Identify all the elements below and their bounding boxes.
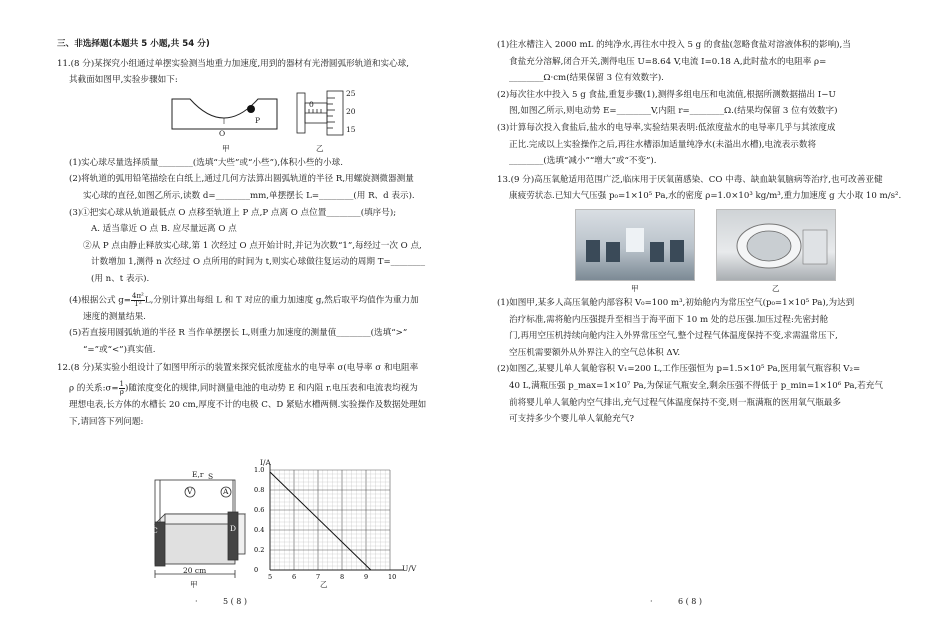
y-tick-label: 0.4 bbox=[254, 526, 265, 534]
label-p: P bbox=[255, 115, 261, 125]
q12-intro-line1: 12.(8 分)某实验小组设计了如图甲所示的装置来探究低浓度盐水的电导率 σ(电导率 σ 和电阻率 bbox=[57, 363, 419, 374]
q11-part3-options: A. 适当靠近 O 点 B. 应尽量远离 O 点 bbox=[91, 224, 237, 235]
right-page bbox=[497, 0, 907, 428]
scale-0: 0 bbox=[309, 99, 314, 109]
i-axis-label: I/A bbox=[260, 458, 271, 467]
q11-part1: (1)实心球尽量选择质量________(选填“大些”或“小些”),体积小些的小球. bbox=[69, 157, 343, 168]
scale-25: 25 bbox=[346, 88, 356, 98]
photo-caption-yi: 乙 bbox=[772, 283, 780, 293]
q12-part3-line1: (3)计算每次投入食盐后,盐水的电导率,实验结果表明:低浓度盐水的电导率几乎与其浓度成 bbox=[497, 122, 836, 133]
q11-part5-line2: “=”或“<”)真实值. bbox=[83, 344, 156, 355]
q11-part3-line1: (3)①把实心球从轨道最低点 O 点移至轨道上 P 点,P 点离 O 点位置________(填序号); bbox=[69, 207, 397, 218]
section-title: 三、非选择题(本题共 5 小题,共 54 分) bbox=[57, 39, 210, 49]
x-tick-label: 5 bbox=[268, 573, 273, 581]
page-number-left: · 5 ( 8 ) bbox=[195, 597, 248, 606]
caption-jia-12: 甲 bbox=[190, 580, 198, 589]
voltmeter-label: V bbox=[187, 487, 193, 496]
chamber-photo-jia bbox=[575, 209, 695, 281]
chamber-photo-yi bbox=[716, 209, 836, 281]
caption-jia: 甲 bbox=[222, 143, 230, 153]
q12-part2-line1: (2)每次往水中投入 5 g 食盐,重复步骤(1),测得多组电压和电流值,根据所测数据描出 I−U bbox=[497, 89, 836, 100]
arc-track bbox=[172, 99, 277, 129]
q12-intro-line2: ρ 的关系$:\sigma=\frac{1}{\rho}$)随浓度变化的规律,同时测量电池的电动势 E 和内阻 r.电压表和电流表均视为 bbox=[69, 380, 418, 396]
q13-intro-line2: 康疲劳状态.已知大气压强 p₀=1×10⁵ Pa,水的密度 ρ=1.0×10³ kg/m³,重力加速度 g 大小取 10 m/s². bbox=[509, 191, 902, 202]
x-tick-label: 9 bbox=[364, 573, 369, 581]
q13-part2-line4: 可支持多少个婴儿单人氧舱充气? bbox=[509, 414, 634, 425]
y-tick-label: 1.0 bbox=[254, 466, 265, 474]
y-tick-label: 0 bbox=[254, 566, 259, 574]
q11-part2-line2: 实心球的直径,如图乙所示,读数 d=________mm,单摆摆长 L=________(用 R、d 表示). bbox=[83, 190, 415, 201]
q12-intro-line4: 下,请回答下列问题: bbox=[69, 416, 144, 427]
q13-photos bbox=[497, 205, 907, 293]
label-o: O bbox=[219, 128, 226, 138]
q11-part5-line1: (5)若直接用圆弧轨道的半径 R 当作单摆摆长 L,则重力加速度的测量值________(选填“>” bbox=[69, 328, 408, 339]
q13-part1-line1: (1)如图甲,某多人高压氧舱内部容积 V₀=100 m³,初始舱内为常压空气(p₀=1×10⁵ Pa),为达到 bbox=[497, 297, 855, 308]
i-u-line bbox=[270, 472, 371, 570]
switch-label: S bbox=[208, 472, 214, 481]
q12-part1-line1: (1)往水槽注入 2000 mL 的纯净水,再往水中投入 5 g 的食盐(忽略食盐对溶液体积的影响),当 bbox=[497, 40, 851, 50]
q12-part3-line2: 正比.完成以上实验操作之后,再往水槽添加适量纯净水(未溢出水槽),电流表示数将 bbox=[509, 139, 817, 150]
electrode-c-label: C bbox=[152, 526, 158, 535]
q12-part1-line2: 食盐充分溶解,闭合开关,测得电压 U=8.64 V,电流 I=0.18 A,此时盐水的电阻率 ρ= bbox=[509, 56, 827, 67]
q13-part2-line3: 前将婴儿单人氧舱内空气排出,充气过程气体温度保持不变,则一瓶满瓶的医用氧气瓶最多 bbox=[509, 397, 842, 408]
left-page bbox=[57, 0, 475, 430]
q11-part3-line3: 计数增加 1,测得 n 次经过 O 点所用的时间为 t,则实心球做往复运动的周期 T=________ bbox=[91, 257, 426, 268]
q12-intro-line3: 理想电表,长方体的水槽长 20 cm,厚度不计的电极 C、D 紧贴水槽两侧.实验操作及数据处理如 bbox=[69, 400, 427, 411]
q11-part3-line4: (用 n、t 表示). bbox=[91, 273, 150, 284]
q12-figure bbox=[150, 458, 450, 592]
y-tick-label: 0.2 bbox=[254, 546, 265, 554]
q11-part3-line2: ②从 P 点由静止释放实心球,第 1 次经过 O 点开始计时,并记为次数“1”,每经过一次 O 点, bbox=[83, 240, 422, 251]
formula-sigma: $\frac{1}{\rho}$ bbox=[119, 380, 124, 396]
page-number-right: · 6 ( 8 ) bbox=[650, 597, 703, 606]
caption-yi: 乙 bbox=[316, 143, 324, 153]
q11-part4-line1: (4)根据公式 $g=\frac{\text{4π²}}{\text{T²}}L$,分别计算出每组 L 和 T 对应的重力加速度 g,然后取平均值作为重力加 bbox=[69, 291, 419, 308]
q13-part2-line2: 40 L,满瓶压强 p_max=1×10⁷ Pa,为保证气瓶安全,剩余压强不得低于 p_min=1×10⁶ Pa,若充气 bbox=[509, 380, 883, 391]
x-tick-label: 7 bbox=[316, 573, 321, 581]
q11-part4-line2: 速度的测量结果. bbox=[83, 311, 146, 322]
electrode-d-label: D bbox=[230, 524, 237, 533]
q13-part1-line4: 空压机需要额外从外界注入的空气总体积 ΔV. bbox=[509, 347, 681, 358]
micrometer bbox=[297, 91, 343, 135]
formula-g: $\frac{\text{4π²}}{\text{T²}}$ bbox=[131, 291, 144, 308]
q12-part1-line3: ________Ω·cm(结果保留 3 位有效数字). bbox=[509, 73, 664, 84]
q12-part2-line2: 图,如图乙所示,则电动势 E=________V,内阻 r=________Ω.(结果均保留 3 位有效数字) bbox=[509, 106, 838, 117]
photo-caption-jia: 甲 bbox=[631, 283, 639, 293]
q11-intro-line2: 其截面如图甲,实验步骤如下: bbox=[69, 75, 178, 86]
solid-ball bbox=[247, 105, 255, 113]
scale-20: 20 bbox=[346, 106, 356, 116]
y-tick-label: 0.8 bbox=[254, 486, 265, 494]
track-and-micrometer-diagram bbox=[57, 89, 475, 155]
scale-15: 15 bbox=[346, 124, 356, 134]
x-tick-label: 6 bbox=[292, 573, 297, 581]
x-tick-label: 8 bbox=[340, 573, 345, 581]
q13-part1-line2: 治疗标准,需将舱内压强提升至相当于海平面下 10 m 处的总压强.加压过程:先密封舱 bbox=[509, 314, 829, 325]
i-u-graph bbox=[250, 462, 410, 587]
q13-part1-line3: 门,再用空压机持续向舱内注入外界常压空气,整个过程气体温度保持不变,求需温常压下, bbox=[509, 331, 838, 342]
u-axis-label: U/V bbox=[402, 564, 417, 573]
q11-figure bbox=[57, 89, 475, 155]
ammeter-label: A bbox=[223, 487, 229, 496]
x-tick-label: 10 bbox=[388, 573, 397, 581]
q11-part2-line1: (2)将轨道的弧用铅笔描绘在白纸上,通过几何方法算出圆弧轨道的半径 R,用螺旋测微器测量 bbox=[69, 174, 414, 185]
q13-intro-line1: 13.(9 分)高压氧舱适用范围广泛,临床用于厌氧菌感染、CO 中毒、缺血缺氧脑病等治疗,也可改善亚健 bbox=[497, 174, 883, 185]
q11-intro-line1: 11.(8 分)某探究小组通过单摆实验测当地重力加速度,用到的器材有光滑圆弧形轨道和实心球, bbox=[57, 58, 410, 69]
q13-part2-line1: (2)如图乙,某婴儿单人氧舱容积 V₁=200 L,工作压强恒为 p=1.5×10⁵ Pa,医用氧气瓶容积 V₂= bbox=[497, 364, 861, 375]
battery-label: E,r bbox=[192, 470, 204, 479]
caption-yi-12: 乙 bbox=[320, 580, 328, 589]
tank-length-label: 20 cm bbox=[183, 566, 207, 575]
q12-part3-line3: ________(选填“减小”“增大”或“不变”). bbox=[509, 156, 657, 167]
y-tick-label: 0.6 bbox=[254, 506, 265, 514]
